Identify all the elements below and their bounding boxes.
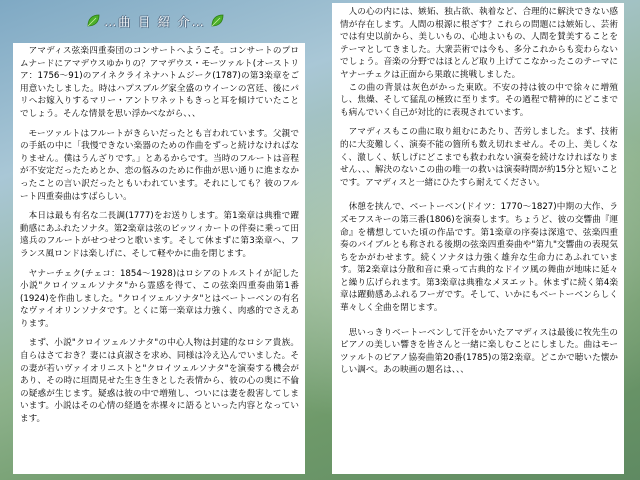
paragraph-flute-quartet: 本日は最も有名な二長調(1777)をお送りします。第1楽章は典雅で躍動感にあふれたソナタ。第2楽章は弦のピッツィカートの伴奏に乗って田遠兵のフルートがせつせつと歌います。そして休まずに第3楽章へ、フランス風ロンドは楽しげに、そして軽やかに曲を閉じます。 <box>20 211 299 259</box>
paragraph-amadis-effort: アマディスもこの曲に取り組むにあたり、苦労しました。まず、技術的に大変難しく、演奏不能の箇所も数え切れません。その上、美しくなく、激しく、妖しげにどこまでも救われない演奏を続けなければなりません、、、解決のないこの曲の唯一の救いは演奏時間が約15分と短いことです。アマディスと一緒にひたすら耐えてください。 <box>340 127 618 188</box>
paragraph-beethoven: 休憩を挟んで、ベートーベン(ドイツ：1770～1827)中期の大作、ラズモフスキーの第三番(1806)を演奏します。ちょうど、彼の交響曲『運命』を構想していた頃の作品です。第1楽章の序奏は深遠で、弦楽四重奏のバイブルとも称される後期の弦楽四重奏曲や"第九"交響曲の表現気ちをかがわせます。続くソナタは力強く雄弁な生命力にあふれています。第2楽章は分散和音に乗って古典的なドイツ風の舞曲が地味に延々と繰り広げられます。第3楽章は典雅なメヌエット。休まずに続く第4楽章は躍動感あふれるフーガです。そして、いかにもベートーベンらしく華々しく全曲を閉じます。 <box>340 202 618 314</box>
clover-leaf-icon <box>210 14 224 28</box>
section-header <box>60 10 250 32</box>
page-title: …曲 目 紹 介… <box>104 14 206 29</box>
clover-leaf-icon <box>86 14 100 28</box>
paragraph-mozart-flute: モーツァルトはフルートがきらいだったとも言われています。父親での手紙の中に「我慢できない楽器のための作曲をずっと続けなければなりません。僕はうんざりです。」とあるからです。当時のフルートは音程が不安定だったためとか、恋の悩みのために作曲が思い通りに進まなかったことの言い訳だったともいわれています。それにしても？彼のフルート四重奏曲はすばらしい。 <box>20 128 299 202</box>
paragraph-encore: 思いっきりベートーベンして汗をかいたアマディスは最後に牧先生のピアノの美しい響きを皆さんと一緒に楽しむことにしました。曲はモーツァルトのピアノ協奏曲第20番(1785)の第2楽章。どこかで聴いた懐かしい調べ。あの映画の題名は、、、 <box>340 327 618 376</box>
paragraph-background: この曲の背景は灰色がかった東欧。不安の持は彼の中で徐々に増殖し、焦燥、そして猛乱の極致に至ります。その過程で精神的にどこまでも病んでいく自己が対比的に表現されています。 <box>340 82 618 118</box>
paragraph-kreutzer-story: まず、小説"クロイツェルソナタ"の中心人物は封建的なロシア貴族。自らはさておき？妻には貞淑さを求め、同様は冷え込んでいました。その妻が若いヴァイオリニストと"クロイツェルソナタ"を演奏する機会があり、その時に垣間見せた生き生きとした表情から、彼の心の奥に不倫の疑惑が生じます。疑惑は彼の中で増殖し、ついには妻を殺害してしまいます。小説はその心情の経過を赤裸々に語るといった内容となっています。 <box>20 338 299 425</box>
left-text-panel <box>13 43 305 474</box>
paragraph-mozart-intro: アマディス弦楽四重奏団のコンサートへようこそ。コンサートのプロムナードにアマデウスゆかりの？アマデウス・モーツァルト(オーストリア：1756～91)のアイネクライネナハトムジーク(1787)の第3楽章をご用意いたしました。時はハプスブルグ家全盛のウイーンの宮廷、後にパリへお嫁入りするマリー・アントワネットもきっと耳を傾けていたことでしょう。そんな情景を思い浮かべながら、、、 <box>20 46 299 119</box>
paragraph-janacek-intro: ヤナーチェク(チェコ：1854～1928)はロシアのトルストイが記した小説"クロイツェルソナタ"から霊感を得て、この弦楽四重奏曲第1番(1924)を作曲しました。"クロイツェルソナタ"とはベートーベンの有名なヴァイオリンソナタです。とくに第一楽章は力強く、肉惑的でさえあります。 <box>20 268 299 329</box>
paragraph-human-emotion: 人の心の内には、嫉妬、独占欲、執着など、合理的に解決できない感情が存在します。人間の根源に根ざす？これらの問題には嫉妬し、芸術では有史以前から、美しいもの、心地よいもの、人間を賛美することをテーマとしてきました。大衆芸術では今も、多分これからも変わらないでしょう。音楽の分野ではほとんど取り上げてこなかったこのテーマにヤナーチェクは正面から果敢に挑戦しました。 <box>340 7 618 80</box>
right-text-panel <box>332 3 624 474</box>
